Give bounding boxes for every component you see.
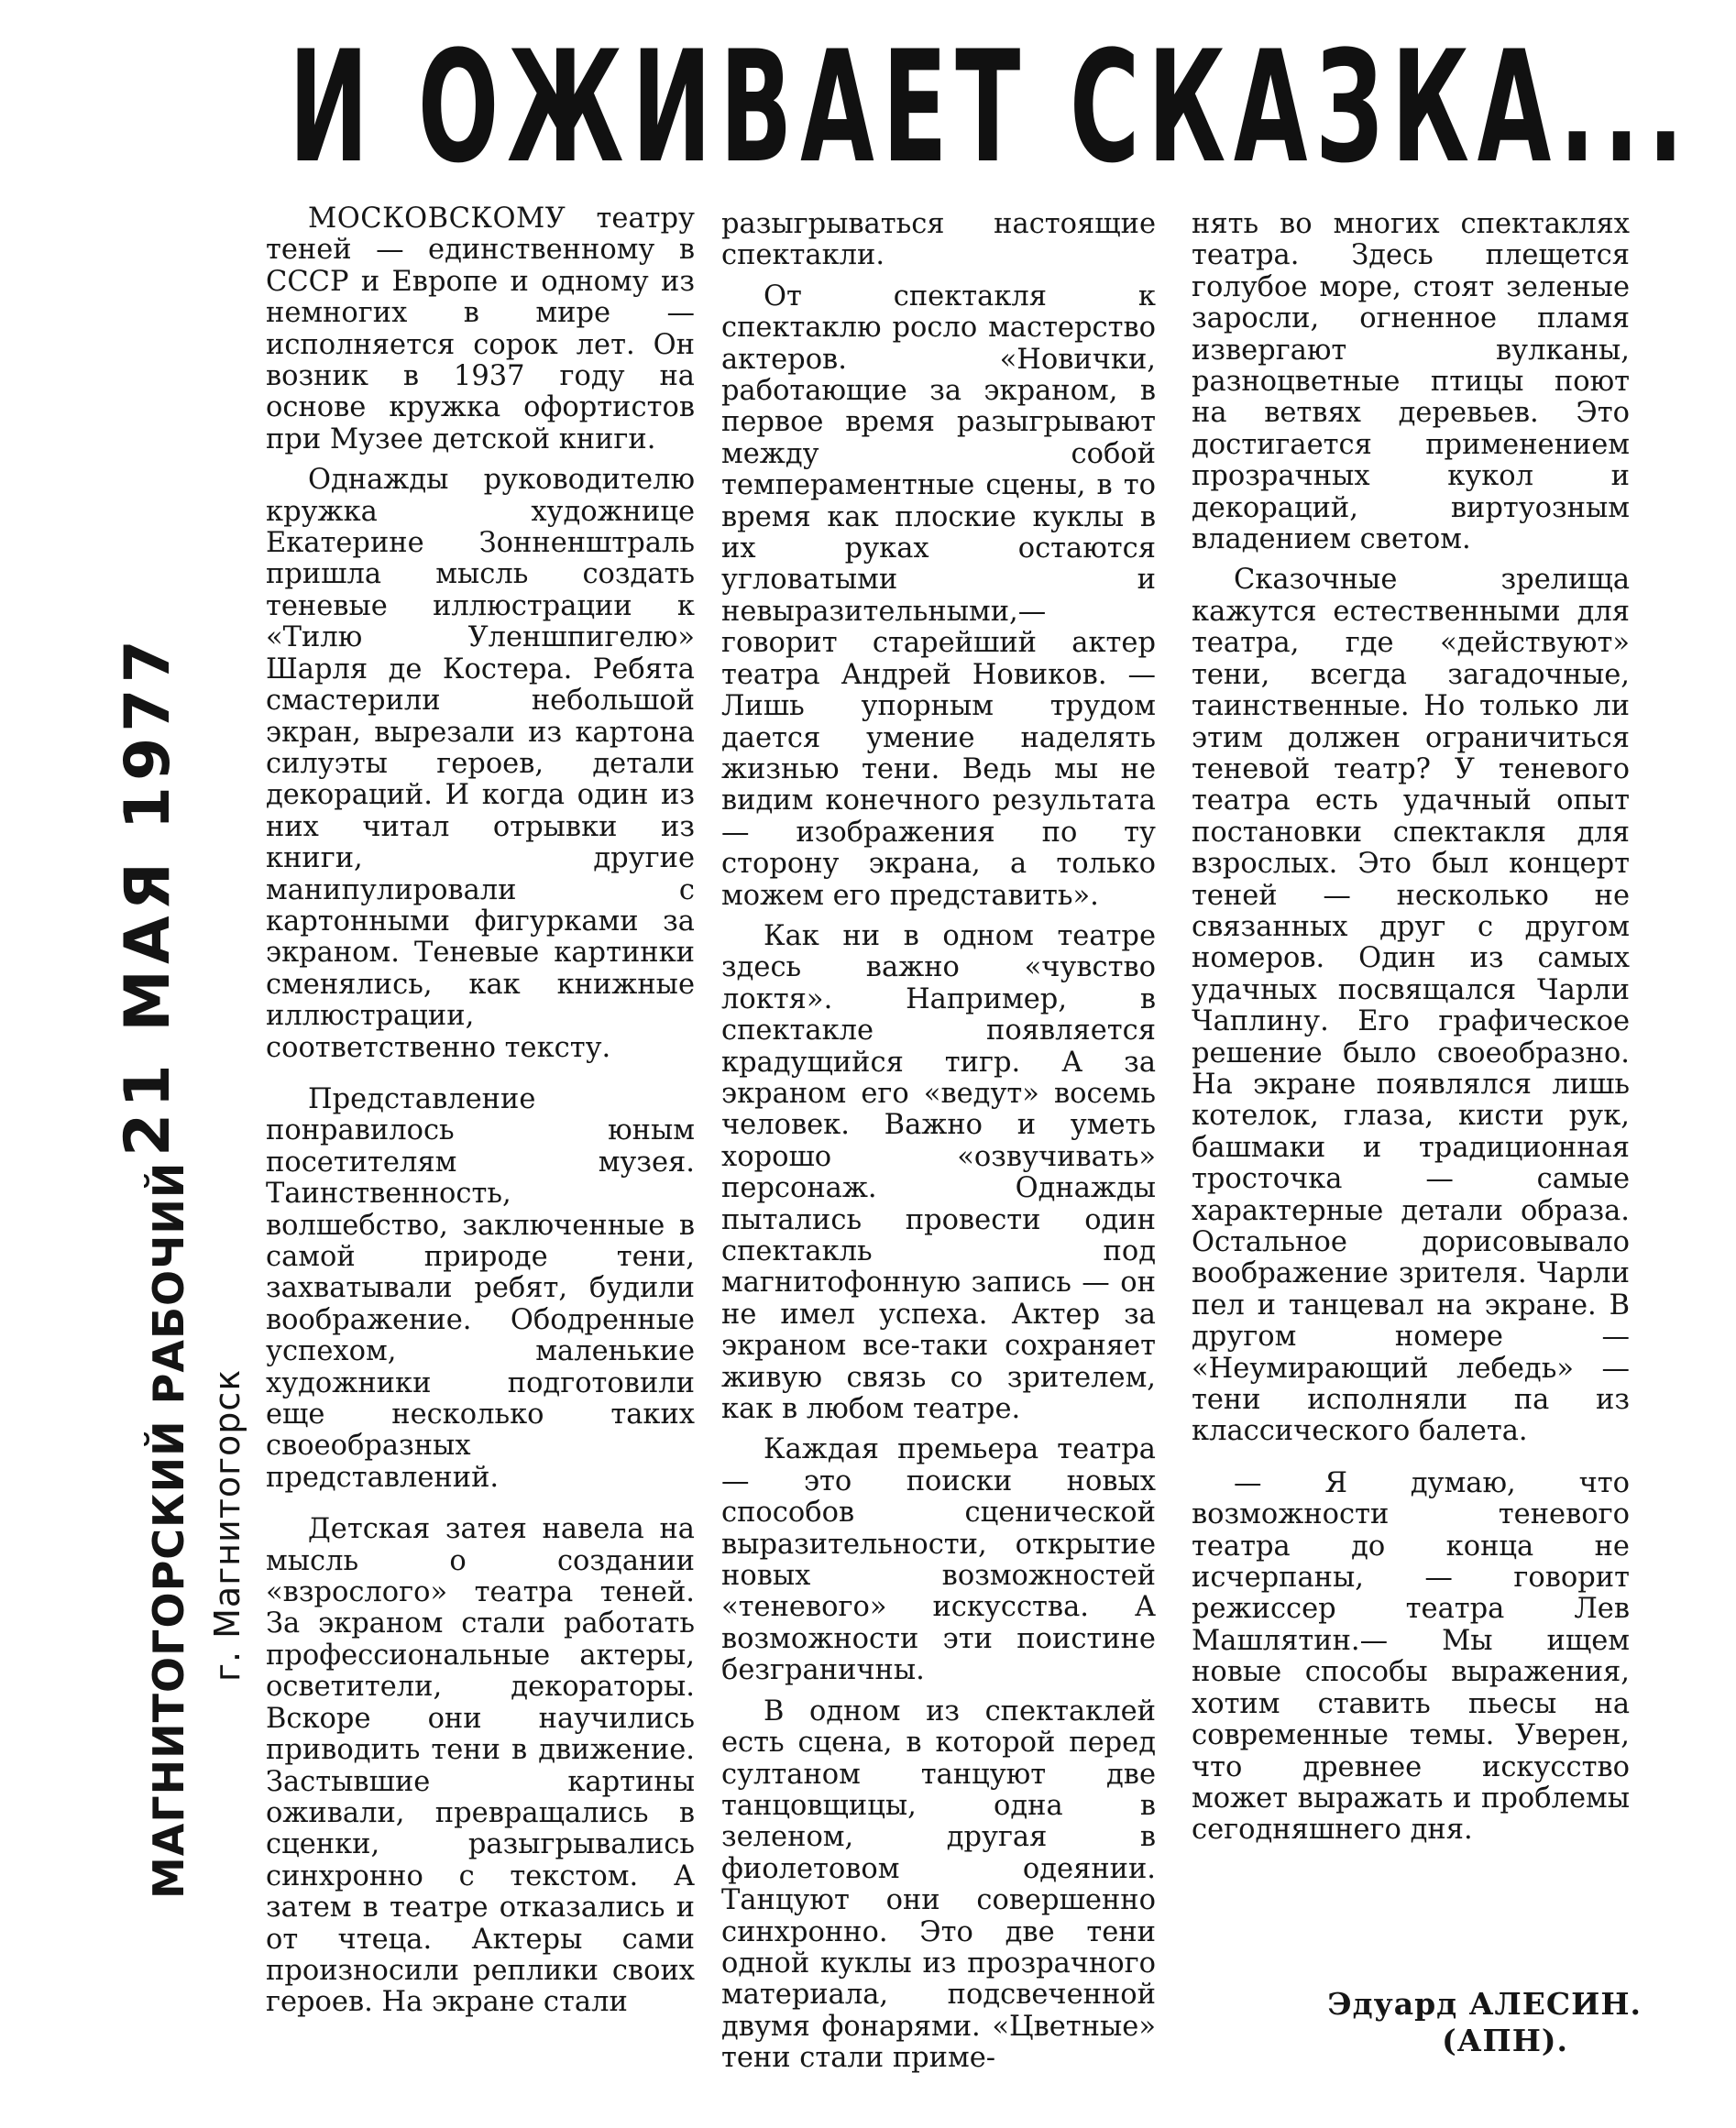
article-paragraph: разыгрываться настоящие спектакли. — [721, 208, 1156, 272]
lead-word: МОСКОВСКОМУ — [308, 203, 566, 235]
article-paragraph: В одном из спектаклей есть сцена, в которой перед султаном танцуют две танцовщицы, одна в зеленом, другая в фиолетовом одеянии. Танцуют они совершенно синхронно. Это две тени одной куклы из прозрачного материала, подсвеченной двумя фонарями. «Цветные» тени стали приме- — [721, 1695, 1156, 2075]
article-paragraph: — Я думаю, что возможности теневого театра до конца не исчерпаны, — говорит режиссер театра Лев Машлятин.— Мы ищем новые способы выражения, хотим ставить пьесы на современные темы. Уверен, что древнее искусство может выражать и проблемы сегодняшнего дня. — [1192, 1466, 1630, 1847]
author-name: Эдуард АЛЕСИН. — [1327, 1986, 1642, 2022]
article-paragraph: Сказочные зрелища кажутся естественными для театра, где «действуют» тени, всегда загадочные, таинственные. Но только ли этим должен ограничиться теневой театр? У теневого театра есть удачный опыт постановки спектакля для взрослых. Это был концерт теней — несколько не связанных друг с другом номеров. Один из самых удачных посвящался Чарли Чаплину. Его графическое решение было своеобразно. На экране появлялся лишь котелок, глаза, кисти рук, башмаки и традиционная тросточка — самые характерные детали образа. Остальное дорисовывало воображение зрителя. Чарли пел и танцевал на экране. В другом номере — «Неумирающий лебедь» — тени исполняли па из классического балета. — [1192, 564, 1630, 1448]
article-signature — [1257, 1986, 1642, 2059]
publication-date: 21 МАЯ 1977 — [112, 634, 184, 1157]
paragraph-text: театру теней — единственному в СССР и Европе и одному из немногих в мире — исполняется сорок лет. Он возник в 1937 году на основе кружка офортистов при Музее детской книги. — [266, 203, 695, 455]
article-paragraph: нять во многих спектаклях театра. Здесь плещется голубое море, стоят зеленые заросли, огненное пламя извергают вулканы, разноцветные птицы поют на ветвях деревьев. Это достигается применением прозрачных кукол и декораций, виртуозным владением светом. — [1192, 208, 1630, 556]
article-column-1 — [266, 203, 695, 2028]
article-column-2 — [721, 209, 1156, 2084]
news-agency: (АПН). — [1442, 2023, 1568, 2058]
article-paragraph: Однажды руководителю кружка художнице Екатерине Зонненштраль пришла мысль создать теневые иллюстрации к «Тилю Уленшпигелю» Шарля де Костера. Ребята смастерили небольшой экран, вырезали из картона силуэты героев, детали декораций. И когда один из них читал отрывки из книги, другие манипулировали с картонными фигурками за экраном. Теневые картинки сменялись, как книжные иллюстрации, соответственно тексту. — [266, 464, 695, 1064]
newspaper-name: МАГНИТОГОРСКИЙ РАБОЧИЙ — [144, 1161, 193, 1899]
headline: И ОЖИВАЕТ СКАЗКА... — [289, 17, 1692, 197]
article-paragraph — [266, 203, 695, 455]
article-paragraph: Представление понравилось юным посетителям музея. Таинственность, волшебство, заключенные в самой природе тени, захватывали ребят, будили воображение. Ободренные успехом, маленькие художники подготовили еще несколько таких своеобразных представлений. — [266, 1082, 695, 1494]
article-paragraph: От спектакля к спектаклю росло мастерство актеров. «Новички, работающие за экраном, в первое время разыгрывают между собой темпераментные сцены, в то время как плоские куклы в их руках остаются угловатыми и невыразительными,— говорит старейший актер театра Андрей Новиков. — Лишь упорным трудом дается умение наделять жизнью тени. Ведь мы не видим конечного результата — изображения по ту сторону экрана, а только можем его представить». — [721, 280, 1156, 912]
article-paragraph: Каждая премьера театра — это поиски новых способов сценической выразительности, открытие новых возможностей «теневого» искусства. А возможности эти поистине безграничны. — [721, 1433, 1156, 1687]
article-paragraph: Детская затея навела на мысль о создании «взрослого» театра теней. За экраном стали работать профессиональные актеры, осветители, декораторы. Вскоре они научились приводить тени в движение. Застывшие картины оживали, превращались в сценки, разыгрывались синхронно с текстом. А затем в театре отказались и от чтеца. Актеры сами произносили реплики своих героев. На экране стали — [266, 1513, 695, 2019]
article-column-3 — [1192, 209, 1630, 1856]
newspaper-city: г. Магнитогорск — [207, 1368, 247, 1682]
article-paragraph: Как ни в одном театре здесь важно «чувство локтя». Например, в спектакле появляется крадущийся тигр. А за экраном его «ведут» восемь человек. Важно и уметь хорошо «озвучивать» персонаж. Однажды пытались провести один спектакль под магнитофонную запись — он не имел успеха. Актер за экраном все-таки сохраняет живую связь со зрителем, как в любом театре. — [721, 919, 1156, 1426]
